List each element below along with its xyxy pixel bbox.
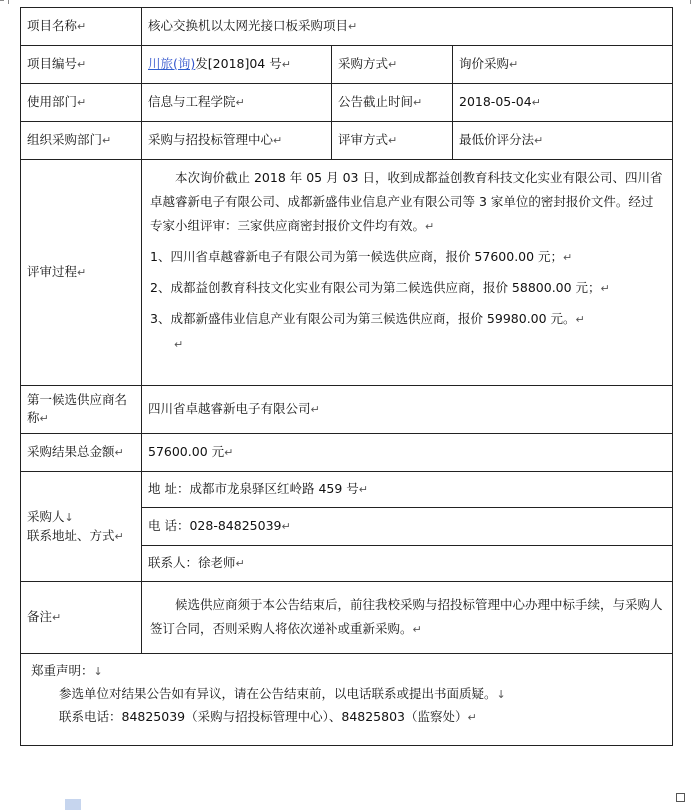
- row-total-amount: [21, 434, 673, 472]
- first-candidate-value: 四川省卓越睿新电子有限公司↵: [142, 386, 673, 434]
- row-project-name: [21, 8, 673, 46]
- row-project-number: [21, 46, 673, 84]
- purchaser-phone: 电 话：028-84825039↵: [142, 508, 673, 546]
- organizer-value: 采购与招投标管理中心↵: [142, 122, 332, 160]
- candidate-item-3: 3、成都新盛伟业信息产业有限公司为第三候选供应商，报价 59980.00 元。↵: [150, 311, 585, 326]
- deadline-value: 2018-05-04↵: [453, 84, 673, 122]
- row-remarks: [21, 582, 673, 654]
- project-number-label: 项目编号↵: [21, 46, 142, 84]
- project-name-label: 项目名称↵: [21, 8, 142, 46]
- project-number-value: 川旅(询)发[2018]04 号↵: [142, 46, 332, 84]
- table-resize-handle[interactable]: [676, 793, 685, 802]
- row-department: [21, 84, 673, 122]
- row-purchaser-address: [21, 472, 673, 508]
- procurement-method-value: 询价采购↵: [453, 46, 673, 84]
- total-amount-label: 采购结果总金额↵: [21, 434, 142, 472]
- review-method-value: 最低价评分法↵: [453, 122, 673, 160]
- first-candidate-label: 第一候选供应商名称↵: [21, 386, 142, 434]
- candidate-item-2: 2、成都益创教育科技文化实业有限公司为第二候选供应商，报价 58800.00 元；↵: [150, 280, 610, 295]
- candidate-item-1: 1、四川省卓越睿新电子有限公司为第一候选供应商，报价 57600.00 元；↵: [150, 249, 573, 264]
- review-method-label: 评审方式↵: [332, 122, 453, 160]
- empty-paragraph: ↵: [174, 338, 184, 351]
- procurement-method-label: 采购方式↵: [332, 46, 453, 84]
- deadline-label: 公告截止时间↵: [332, 84, 453, 122]
- statement: [21, 654, 673, 746]
- announcement-table: [20, 7, 673, 746]
- purchaser-label-line2: 联系地址、方式↵: [27, 527, 124, 543]
- row-review-process: [21, 160, 673, 386]
- organizer-label: 组织采购部门↵: [21, 122, 142, 160]
- remarks-value: 候选供应商须于本公告结束后，前往我校采购与招投标管理中心办理中标手续，与采购人签订合同，否则采购人将依次递补或重新采购。↵: [142, 582, 673, 654]
- row-organizer: [21, 122, 673, 160]
- row-first-candidate: [21, 386, 673, 434]
- purchaser-address: 地 址：成都市龙泉驿区红岭路 459 号↵: [142, 472, 673, 508]
- row-statement: [21, 654, 673, 746]
- paragraph-marker-icon: [65, 799, 81, 810]
- statement-title: 郑重声明：↓: [31, 663, 103, 678]
- department-value: 信息与工程学院↵: [142, 84, 332, 122]
- purchaser-contact: 联系人：徐老师↵: [142, 546, 673, 582]
- remarks-label: 备注↵: [21, 582, 142, 654]
- project-name-value: 核心交换机以太网光接口板采购项目↵: [142, 8, 673, 46]
- statement-line1: 参选单位对结果公告如有异议，请在公告结束前，以电话联系或提出书面质疑。↓: [59, 686, 506, 701]
- review-intro: 本次询价截止 2018 年 05 月 03 日，收到成都益创教育科技文化实业有限公司、四川省卓越睿新电子有限公司、成都新盛伟业信息产业有限公司等 3 家单位的密封报价文件。经过专家小组评审：三家供应商密封报价文件均有效。↵: [150, 170, 663, 233]
- purchaser-label-line1: 采购人↓: [27, 508, 74, 524]
- review-process-label: 评审过程↵: [21, 160, 142, 386]
- purchaser-label: [21, 472, 142, 582]
- review-process-content: [142, 160, 673, 386]
- statement-line2: 联系电话：84825039（采购与招投标管理中心）、84825803（监察处）↵: [59, 709, 477, 724]
- department-label: 使用部门↵: [21, 84, 142, 122]
- total-amount-value: 57600.00 元↵: [142, 434, 673, 472]
